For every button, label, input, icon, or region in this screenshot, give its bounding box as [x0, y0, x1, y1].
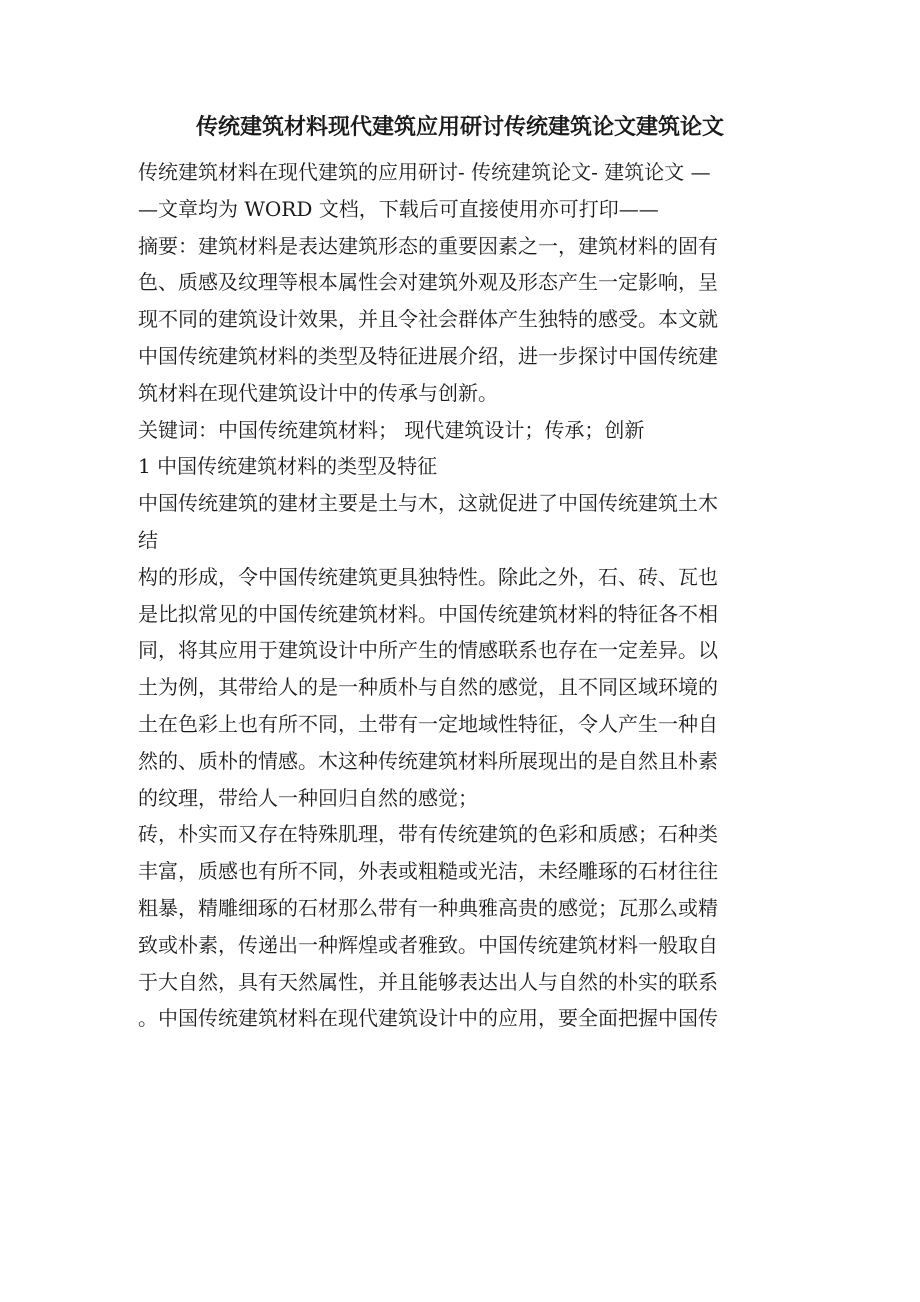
text-line: 于大自然，具有天然属性，并且能够表达出人与自然的朴实的联系 — [138, 969, 718, 994]
text-line: 构的形成，令中国传统建筑更具独特性。除此之外，石、砖、瓦也 — [138, 564, 718, 589]
text-line: 粗暴，精雕细琢的石材那么带有一种典雅高贵的感觉；瓦那么或精 — [138, 895, 718, 920]
section-heading: 1 中国传统建筑材料的类型及特征 — [138, 454, 438, 479]
document-body — [138, 154, 788, 1037]
text-line: 。中国传统建筑材料在现代建筑设计中的应用，要全面把握中国传 — [138, 1006, 718, 1031]
text-line: 土为例，其带给人的是一种质朴与自然的感觉，且不同区域环境的 — [138, 675, 718, 700]
text-line: 是比拟常见的中国传统建筑材料。中国传统建筑材料的特征各不相 — [138, 601, 718, 626]
text-line: 筑材料在现代建筑设计中的传承与创新。 — [138, 380, 498, 405]
text-line: 摘要：建筑材料是表达建筑形态的重要因素之一，建筑材料的固有 — [138, 233, 718, 258]
text-line: 结 — [138, 527, 158, 552]
text-line: 然的、质朴的情感。木这种传统建筑材料所展现出的是自然且朴素 — [138, 748, 718, 773]
text-line: 砖，朴实而又存在特殊肌理，带有传统建筑的色彩和质感；石种类 — [138, 822, 718, 847]
text-line: —文章均为 WORD 文档，下载后可直接使用亦可打印—— — [138, 196, 659, 221]
text-line: 传统建筑材料在现代建筑的应用研讨- 传统建筑论文- 建筑论文 — — [138, 160, 711, 184]
text-line: 现不同的建筑设计效果，并且令社会群体产生独特的感受。本文就 — [138, 307, 718, 332]
text-line: 色、质感及纹理等根本属性会对建筑外观及形态产生一定影响，呈 — [138, 270, 718, 295]
text-line: 丰富，质感也有所不同，外表或粗糙或光洁，未经雕琢的石材往往 — [138, 859, 718, 884]
text-line: 中国传统建筑的建材主要是土与木，这就促进了中国传统建筑土木 — [138, 491, 718, 516]
text-line: 致或朴素，传递出一种辉煌或者雅致。中国传统建筑材料一般取自 — [138, 932, 718, 957]
keywords-line: 关键词：中国传统建筑材料； 现代建筑设计；传承；创新 — [138, 417, 645, 442]
text-line: 同，将其应用于建筑设计中所产生的情感联系也存在一定差异。以 — [138, 638, 718, 663]
text-line: 中国传统建筑材料的类型及特征进展介绍，进一步探讨中国传统建 — [138, 343, 718, 368]
text-line: 土在色彩上也有所不同，土带有一定地域性特征，令人产生一种自 — [138, 711, 718, 736]
text-line: 的纹理，带给人一种回归自然的感觉； — [138, 785, 478, 810]
document-title: 传统建筑材料现代建筑应用研讨传统建筑论文建筑论文 — [195, 114, 724, 140]
